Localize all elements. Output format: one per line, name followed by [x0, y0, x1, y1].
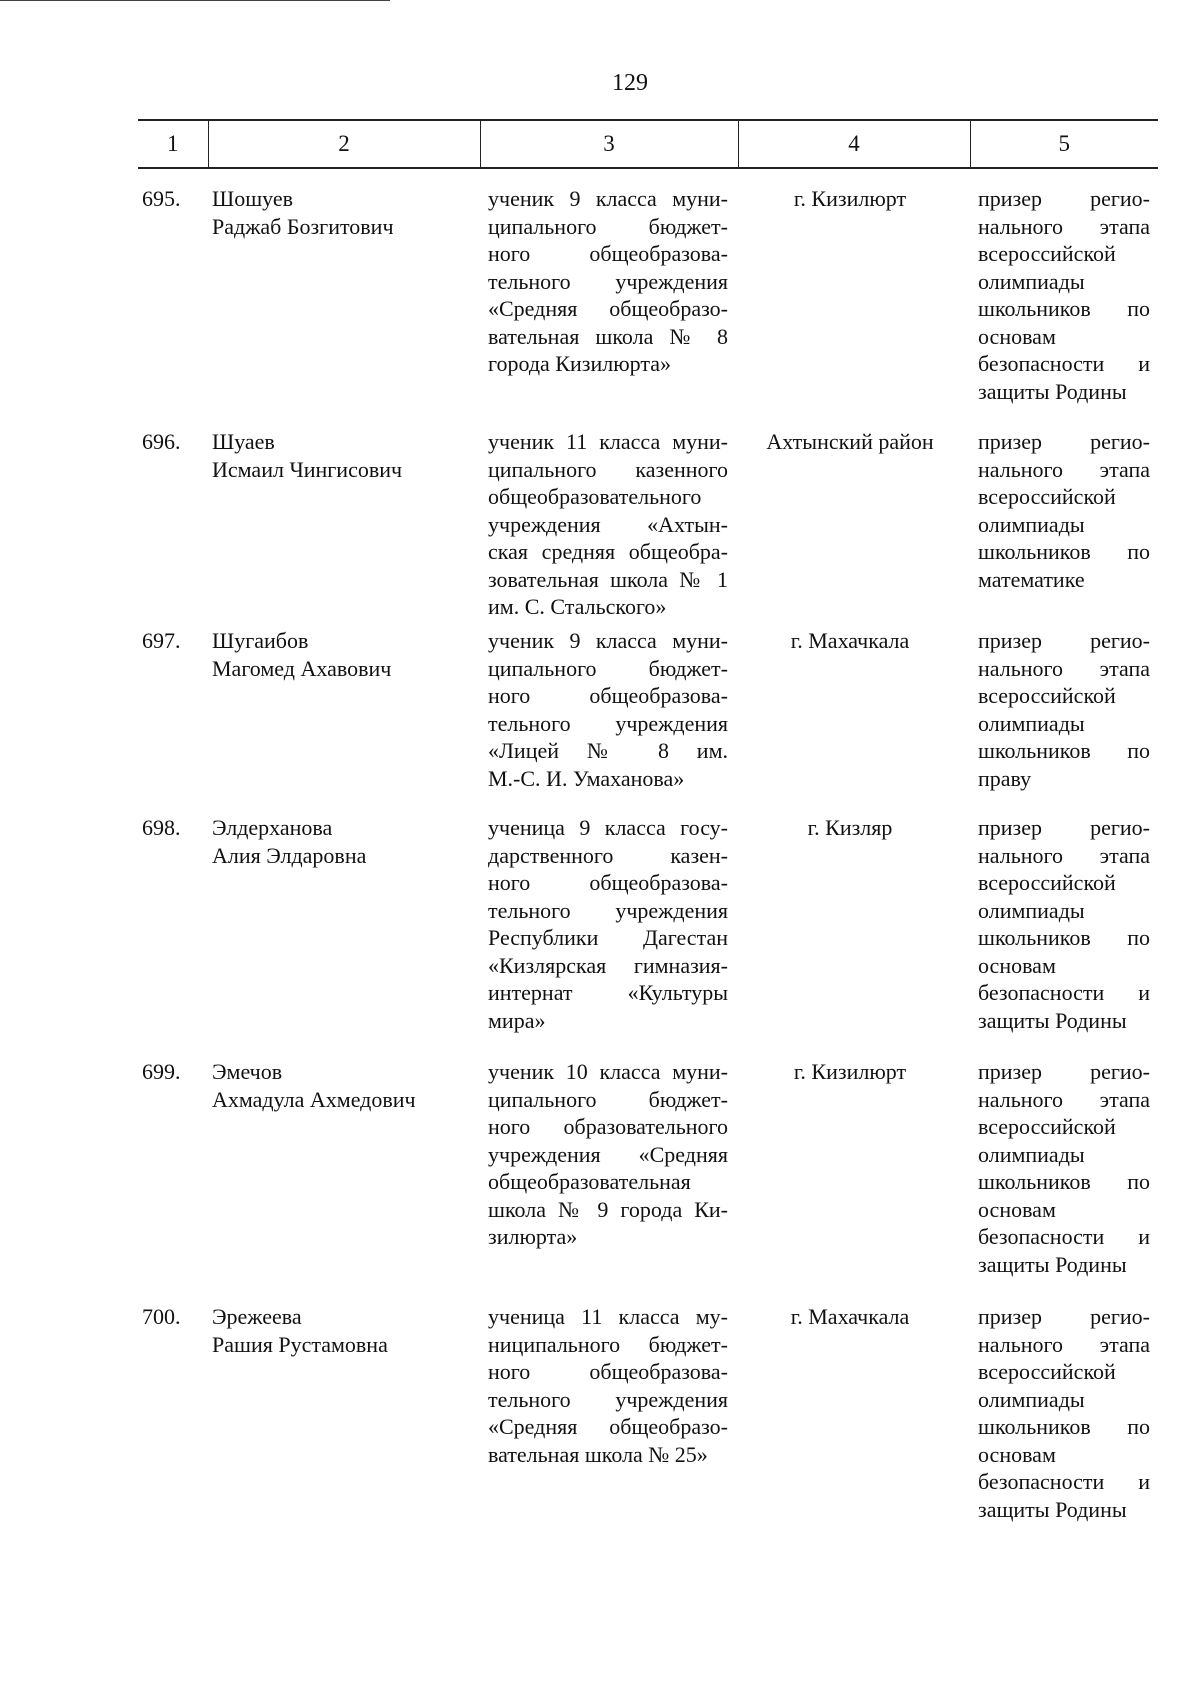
- school-description-line: ципального бюджет-: [488, 655, 728, 681]
- person-name: [208, 1058, 480, 1303]
- column-header: 5: [970, 120, 1158, 168]
- person-name-line: Исмаил Чингисович: [212, 456, 403, 482]
- location: г. Кизилюрт: [793, 186, 907, 211]
- award-description: [970, 168, 1158, 428]
- school-description-line: вательная школа № 25»: [488, 1441, 708, 1467]
- table-row: [138, 1303, 1158, 1543]
- table-row: [138, 814, 1158, 1058]
- school-description-line: «Средняя общеобразо-: [488, 296, 728, 321]
- award-description-line: основам: [978, 952, 1056, 978]
- award-description-line: олимпиады: [978, 897, 1085, 923]
- table-row: [138, 1058, 1158, 1303]
- award-description-line: всероссийской: [978, 241, 1116, 266]
- award-description-line: школьников по: [978, 738, 1150, 763]
- person-name: [208, 627, 480, 814]
- person-name: [208, 428, 480, 627]
- school-description: [480, 1303, 738, 1543]
- school-description-line: «Средняя общеобразо-: [488, 1414, 728, 1439]
- award-description-line: нального этапа: [978, 213, 1150, 239]
- award-description-line: призер регио-: [978, 1304, 1150, 1329]
- school-description-line: тельного учреждения: [488, 1386, 728, 1412]
- school-description-line: им. С. Стальского»: [488, 594, 667, 619]
- school-description-line: общеобразовательная: [488, 1169, 691, 1194]
- award-description-line: безопасности и: [978, 1469, 1150, 1494]
- award-description-line: нального этапа: [978, 655, 1150, 681]
- school-description-line: ципального казенного: [488, 456, 728, 482]
- person-name-line: Магомед Ахавович: [212, 655, 392, 681]
- school-description-line: ученица 11 класса му-: [488, 1304, 728, 1329]
- award-table: [138, 119, 1158, 1543]
- school-description-line: тельного учреждения: [488, 268, 728, 294]
- page-number: 129: [612, 70, 648, 96]
- school-description: [480, 168, 738, 428]
- top-rule: [0, 0, 390, 1]
- school-description-line: общеобразовательного: [488, 484, 702, 509]
- award-description-line: нального этапа: [978, 1086, 1150, 1112]
- award-description-line: безопасности и: [978, 351, 1150, 376]
- award-description-line: олимпиады: [978, 1141, 1085, 1167]
- award-description-line: основам: [978, 1196, 1056, 1222]
- award-description-line: школьников по: [978, 296, 1150, 321]
- award-description-line: олимпиады: [978, 710, 1085, 736]
- row-number: 700.: [142, 1304, 181, 1329]
- school-description-line: ученик 9 класса муни-: [488, 186, 728, 211]
- person-name-line: Шуаев: [212, 429, 275, 454]
- school-description: [480, 1058, 738, 1303]
- award-description-line: школьников по: [978, 1414, 1150, 1439]
- person-name-line: Шошуев: [212, 186, 293, 211]
- row-number: 696.: [142, 429, 181, 454]
- person-name: [208, 1303, 480, 1543]
- school-description-line: вательная школа № 8: [488, 323, 728, 349]
- award-description-line: нального этапа: [978, 842, 1150, 868]
- person-name-line: Элдерханова: [212, 815, 333, 840]
- school-description-line: интернат «Культуры: [488, 980, 728, 1005]
- location: г. Махачкала: [790, 1304, 910, 1329]
- award-description-line: защиты Родины: [978, 1496, 1127, 1522]
- column-header: 2: [208, 120, 480, 168]
- location: г. Махачкала: [790, 628, 910, 653]
- school-description-line: «Кизлярская гимназия-: [488, 952, 728, 978]
- award-description-line: призер регио-: [978, 1059, 1150, 1084]
- school-description-line: тельного учреждения: [488, 710, 728, 736]
- table-row: [138, 428, 1158, 627]
- location: г. Кизляр: [807, 815, 893, 840]
- location: г. Кизилюрт: [793, 1059, 907, 1084]
- school-description-line: ного общеобразова-: [488, 1359, 728, 1384]
- school-description-line: школа № 9 города Ки-: [488, 1196, 728, 1222]
- school-description: [480, 814, 738, 1058]
- school-description-line: ципального бюджет-: [488, 213, 728, 239]
- school-description-line: зилюрта»: [488, 1224, 578, 1249]
- school-description-line: города Кизилюрта»: [488, 351, 671, 376]
- school-description-line: М.-С. И. Умаханова»: [488, 765, 685, 791]
- table-row: [138, 627, 1158, 814]
- person-name-line: Эмечов: [212, 1059, 283, 1084]
- award-description-line: всероссийской: [978, 870, 1116, 895]
- award-description-line: всероссийской: [978, 1359, 1116, 1384]
- award-description-line: школьников по: [978, 539, 1150, 564]
- award-description: [970, 1303, 1158, 1543]
- person-name: [208, 168, 480, 428]
- person-name-line: Раджаб Бозгитович: [212, 213, 394, 239]
- award-description-line: всероссийской: [978, 484, 1116, 509]
- school-description-line: учреждения «Средняя: [488, 1141, 728, 1167]
- school-description-line: ученик 11 класса муни-: [488, 429, 728, 454]
- person-name-line: Алия Элдаровна: [212, 842, 367, 868]
- award-description-line: призер регио-: [978, 429, 1150, 454]
- school-description-line: ного общеобразова-: [488, 683, 728, 708]
- school-description-line: ниципального бюджет-: [488, 1331, 728, 1357]
- award-description-line: школьников по: [978, 1169, 1150, 1194]
- school-description-line: ципального бюджет-: [488, 1086, 728, 1112]
- school-description-line: ученик 9 класса муни-: [488, 628, 728, 653]
- award-description-line: всероссийской: [978, 683, 1116, 708]
- table-row: [138, 168, 1158, 428]
- award-description-line: безопасности и: [978, 1224, 1150, 1249]
- award-description: [970, 814, 1158, 1058]
- school-description-line: «Лицей № 8 им.: [488, 738, 728, 763]
- school-description-line: ская средняя общеобра-: [488, 539, 728, 564]
- award-description-line: олимпиады: [978, 511, 1085, 537]
- award-description-line: безопасности и: [978, 980, 1150, 1005]
- award-description-line: призер регио-: [978, 815, 1150, 840]
- person-name-line: Эрежеева: [212, 1304, 302, 1329]
- school-description-line: ученик 10 класса муни-: [488, 1059, 728, 1084]
- award-description-line: защиты Родины: [978, 378, 1127, 404]
- school-description-line: учреждения «Ахтын-: [488, 511, 728, 537]
- award-description-line: школьников по: [978, 925, 1150, 950]
- award-description-line: нального этапа: [978, 456, 1150, 482]
- school-description-line: ученица 9 класса госу-: [488, 815, 728, 840]
- school-description-line: ного общеобразова-: [488, 241, 728, 266]
- row-number: 697.: [142, 628, 181, 653]
- person-name-line: Ахмадула Ахмедович: [212, 1086, 416, 1112]
- award-description: [970, 428, 1158, 627]
- award-description-line: олимпиады: [978, 268, 1085, 294]
- school-description-line: Республики Дагестан: [488, 925, 728, 950]
- award-description-line: нального этапа: [978, 1331, 1150, 1357]
- award-description-line: праву: [978, 765, 1032, 791]
- award-description-line: защиты Родины: [978, 1007, 1127, 1033]
- column-header: 1: [138, 120, 208, 168]
- row-number: 695.: [142, 186, 181, 211]
- school-description-line: дарственного казен-: [488, 842, 728, 868]
- column-header-row: [138, 120, 1158, 168]
- person-name-line: Шугаибов: [212, 628, 309, 653]
- person-name: [208, 814, 480, 1058]
- award-description-line: основам: [978, 1441, 1056, 1467]
- award-description-line: призер регио-: [978, 186, 1150, 211]
- award-description-line: защиты Родины: [978, 1251, 1127, 1277]
- row-number: 698.: [142, 815, 181, 840]
- column-header: 3: [480, 120, 738, 168]
- location: Ахтынский район: [766, 429, 934, 454]
- school-description: [480, 428, 738, 627]
- award-description-line: призер регио-: [978, 628, 1150, 653]
- award-description-line: основам: [978, 323, 1056, 349]
- person-name-line: Рашия Рустамовна: [212, 1331, 388, 1357]
- award-description: [970, 627, 1158, 814]
- school-description-line: тельного учреждения: [488, 897, 728, 923]
- school-description: [480, 627, 738, 814]
- column-header: 4: [738, 120, 970, 168]
- award-description-line: олимпиады: [978, 1386, 1085, 1412]
- school-description-line: мира»: [488, 1007, 546, 1033]
- award-description-line: всероссийской: [978, 1114, 1116, 1139]
- award-description-line: математике: [978, 566, 1085, 592]
- school-description-line: зовательная школа № 1: [488, 566, 728, 592]
- school-description-line: ного образовательного: [488, 1114, 728, 1139]
- school-description-line: ного общеобразова-: [488, 870, 728, 895]
- row-number: 699.: [142, 1059, 181, 1084]
- award-description: [970, 1058, 1158, 1303]
